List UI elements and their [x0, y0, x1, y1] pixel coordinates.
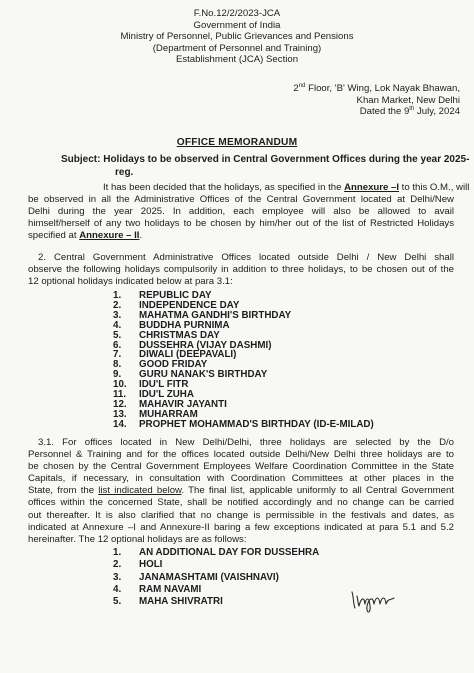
- optional-holiday-item-number: 4.: [113, 583, 122, 595]
- p3-line-9: hereinafter. The 12 optional holidays are as follows:: [28, 533, 247, 545]
- subject-line-2: reg.: [115, 166, 134, 178]
- holiday-item-name: INDEPENDENCE DAY: [139, 299, 240, 311]
- holiday-item-name: REPUBLIC DAY: [139, 290, 212, 301]
- holiday-item-number: 4.: [113, 319, 122, 331]
- optional-holiday-item-number: 3.: [113, 571, 122, 583]
- compulsory-holiday-list: [113, 290, 443, 430]
- holiday-item-number: 8.: [113, 359, 122, 371]
- optional-holiday-item-name: AN ADDITIONAL DAY FOR DUSSEHRA: [139, 547, 320, 558]
- government-line: Government of India: [193, 19, 281, 31]
- holiday-item-number: 11.: [113, 389, 127, 400]
- holiday-item-name: DUSSEHRA (VIJAY DASHMI): [139, 339, 272, 351]
- p1-line-4: himself/herself of any two holidays to be chosen by him/her out of the list of Restricted Holidays: [28, 218, 454, 230]
- optional-holiday-item-number: 2.: [113, 559, 122, 571]
- holiday-item-name: MAHATMA GANDHI'S BIRTHDAY: [139, 309, 292, 321]
- p3-line-2: Personnel & Training and for the offices located outside Delhi/New Delhi three holidays are to: [28, 449, 454, 461]
- holiday-item-number: 1.: [113, 290, 122, 301]
- holiday-item-name: MAHAVIR JAYANTI: [139, 398, 227, 410]
- holiday-item-number: 6.: [113, 339, 122, 351]
- p3-line-3: be chosen by the Central Government Employees Welfare Coordination Committee in the State: [28, 461, 454, 473]
- memo-title: OFFICE MEMORANDUM: [176, 137, 298, 148]
- holiday-item-name: IDU'L ZUHA: [139, 389, 194, 400]
- p2-line-1: 2. Central Government Administrative Offices located outside Delhi / New Delhi shall: [38, 252, 454, 263]
- office-address: [293, 83, 460, 118]
- subject: [61, 154, 470, 179]
- holiday-item-number: 5.: [113, 329, 122, 341]
- subject-line-1: Subject: Holidays to be observed in Central Government Offices during the year 2025-: [61, 154, 470, 165]
- p3-line-7: out thereafter. It is also clarified that no change is permissible in the festivals and dates, as: [28, 509, 454, 521]
- holiday-item-name: GOOD FRIDAY: [139, 359, 208, 371]
- memo-date: Dated the 9th July, 2024: [359, 106, 460, 118]
- optional-holiday-item-name: JANAMASHTAMI (VAISHNAVI): [139, 571, 279, 583]
- handwritten-signature: [348, 584, 398, 614]
- paragraph-2: [28, 252, 454, 288]
- department-line: (Department of Personnel and Training): [152, 42, 322, 54]
- section-line: Establishment (JCA) Section: [175, 54, 299, 66]
- holiday-item-name: CHRISTMAS DAY: [139, 329, 220, 341]
- address-market: Khan Market, New Delhi: [356, 94, 460, 106]
- p3-line-8: indicated at Annexure –I and Annexure-II baring a few exceptions indicated at para 5.1 and 5.2: [28, 521, 454, 533]
- holiday-item-number: 3.: [113, 309, 122, 321]
- ministry-line: Ministry of Personnel, Public Grievances and Pensions: [120, 31, 354, 43]
- holiday-item-name: MUHARRAM: [139, 408, 198, 420]
- paragraph-3: [28, 437, 454, 546]
- optional-holiday-item-name: RAM NAVAMI: [139, 583, 202, 595]
- list-indicated-below: list indicated below: [98, 485, 182, 497]
- optional-holiday-item-name: MAHA SHIVRATRI: [139, 596, 223, 608]
- p1-line-5: specified at Annexure – II.: [28, 230, 143, 242]
- holiday-item-number: 12.: [113, 398, 127, 410]
- p1-line-2: be observed in all the Administrative Offices of the Central Government located at Delhi/New: [28, 194, 454, 206]
- annexure-1-link: Annexure –I: [344, 182, 399, 193]
- holiday-item-name: DIWALI (DEEPAVALI): [139, 349, 237, 361]
- holiday-item-number: 10.: [113, 379, 127, 391]
- holiday-item-name: IDU'L FITR: [139, 379, 189, 391]
- address-floor: 2nd Floor, 'B' Wing, Lok Nayak Bhawan,: [293, 83, 460, 94]
- holiday-item-number: 9.: [113, 369, 122, 381]
- p3-line-4: Capitals, if necessary, in consultation with Coordination Committees at other places in the: [28, 473, 454, 485]
- holiday-item-number: 14.: [113, 418, 127, 430]
- holiday-item-number: 13.: [113, 408, 127, 420]
- p2-line-2: observe the following holidays compulsorily in addition to three holidays, to be chosen out of the: [28, 264, 454, 276]
- p3-line-5: State, from the list indicated below. The final list, applicable uniformly to all Central Government: [28, 485, 454, 497]
- paragraph-1: [28, 182, 470, 242]
- optional-holiday-item-number: 1.: [113, 547, 122, 558]
- holiday-item-number: 2.: [113, 299, 122, 311]
- annexure-2-link: Annexure – II: [79, 230, 140, 242]
- holiday-item-name: PROPHET MOHAMMAD'S BIRTHDAY (ID-E-MILAD): [139, 418, 374, 430]
- holiday-item-name: BUDDHA PURNIMA: [139, 319, 230, 331]
- optional-holiday-item-number: 5.: [113, 596, 122, 608]
- letterhead: [0, 8, 474, 66]
- file-number: F.No.12/2/2023-JCA: [193, 8, 281, 19]
- p3-line-6: offices within the concerned State, shall be notified accordingly and no change can be carried: [28, 497, 454, 509]
- holiday-item-number: 7.: [113, 349, 122, 361]
- p2-line-3: 12 optional holidays indicated below at para 3.1:: [28, 276, 233, 288]
- p1-line-1: It has been decided that the holidays, as specified in the Annexure –I to this O.M., will: [103, 182, 470, 193]
- p1-line-3: Delhi during the year 2025. In addition, each employee will also be allowed to avail: [28, 206, 454, 218]
- p3-line-1: 3.1. For offices located in New Delhi/Delhi, three holidays are selected by the D/o: [38, 437, 454, 448]
- holiday-item-name: GURU NANAK'S BIRTHDAY: [139, 369, 268, 381]
- optional-holiday-item-name: HOLI: [139, 559, 163, 571]
